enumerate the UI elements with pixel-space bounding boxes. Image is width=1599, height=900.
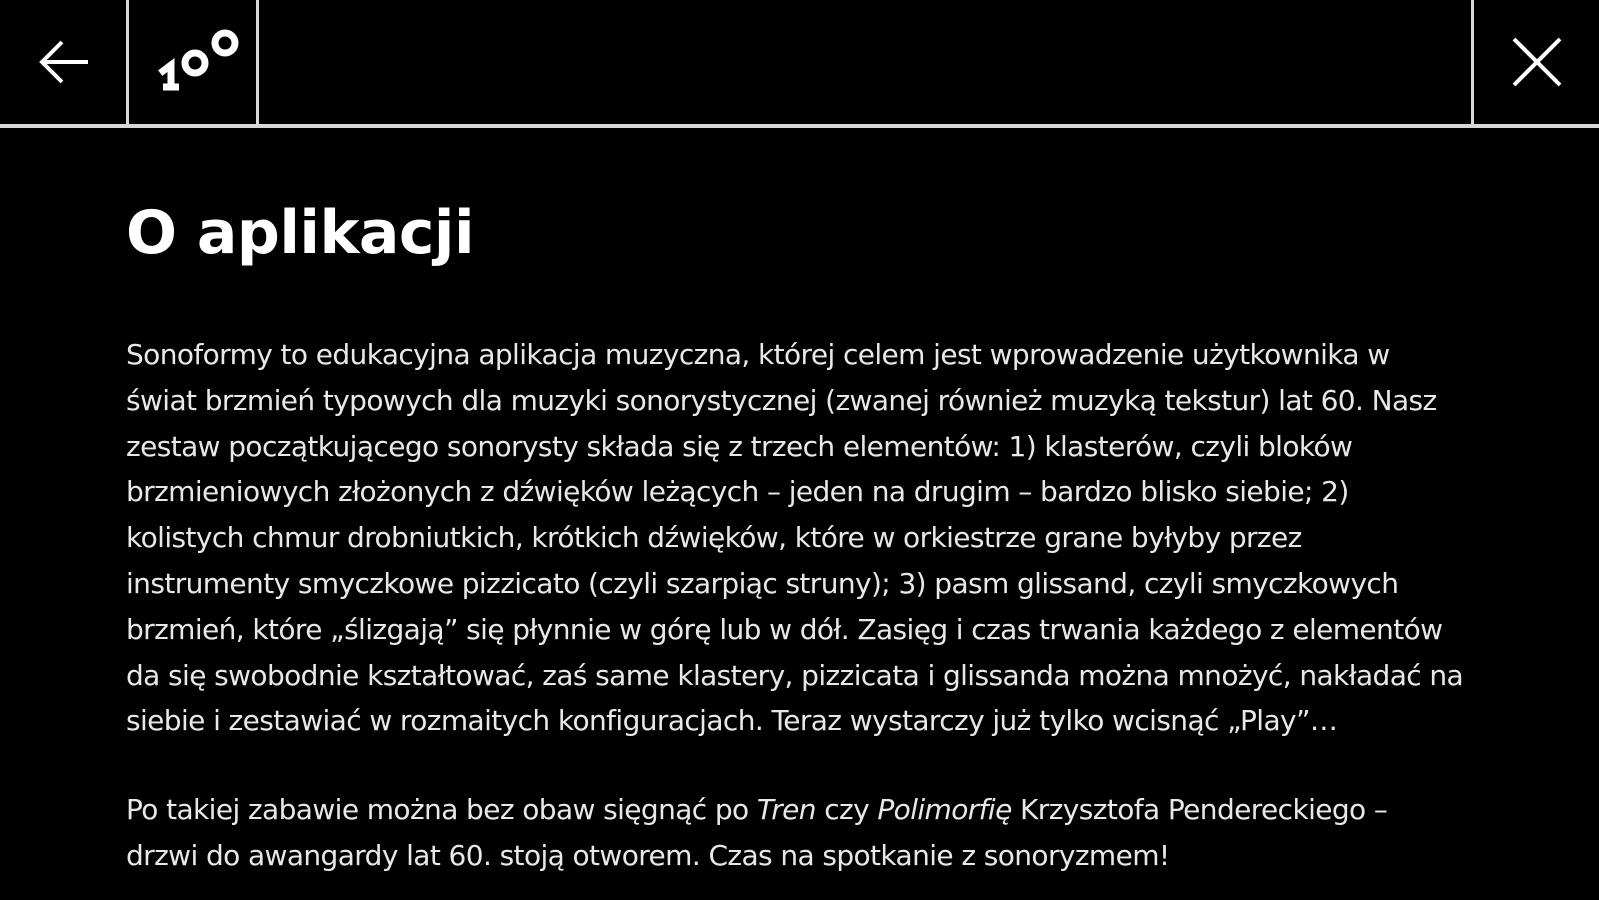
about-content (126, 200, 1466, 879)
text-span: czy (815, 793, 878, 827)
arrow-left-icon (36, 38, 92, 86)
logo (131, 0, 259, 124)
close-button[interactable] (1474, 0, 1599, 124)
text-span: Po takiej zabawie można bez obaw sięgnąć po (126, 793, 757, 827)
text-span: Krzysztofa Pendereckiego – drzwi do awangardy lat 60. stoją otworem. Czas na spotkanie z sonoryzmem! (126, 793, 1388, 872)
close-icon (1510, 35, 1564, 89)
description-paragraph: Sonoformy to edukacyjna aplikacja muzyczna, której celem jest wprowadzenie użytkownika w świat brzmień typowych dla muzyki sonorystycznej (zwanej również muzyką tekstur) lat 60. Nasz zestaw początkującego sonorysty składa się z trzech elementów: 1) klasterów, czyli bloków brzmieniowych złożonych z dźwięków leżących – jeden na drugim – bardzo blisko siebie; 2) kolistych chmur drobniutkich, krótkich dźwięków, które w orkiestrze grane byłyby przez instrumenty smyczkowe pizzicato (czyli szarpiąc struny); 3) pasm glissand, czyli smyczkowych brzmień, które „ślizgają” się płynnie w górę lub w dół. Zasięg i czas trwania każdego z elementów da się swobodnie kształtować, zaś same klastery, pizzicata i glissanda można mnożyć, nakładać na siebie i zestawiać w rozmaitych konfiguracjach. Teraz wystarczy już tylko wcisnąć „Play”… (126, 338, 1464, 738)
description-paragraph-2 (126, 787, 1466, 879)
work-title-polimorfia: Polimorfię (877, 793, 1012, 827)
work-title-tren: Tren (756, 793, 816, 827)
top-bar (0, 0, 1599, 128)
back-button[interactable] (0, 0, 128, 124)
page-title: O aplikacji (126, 198, 475, 268)
divider (256, 0, 259, 124)
divider (126, 0, 129, 124)
logo-100-icon (147, 27, 243, 97)
